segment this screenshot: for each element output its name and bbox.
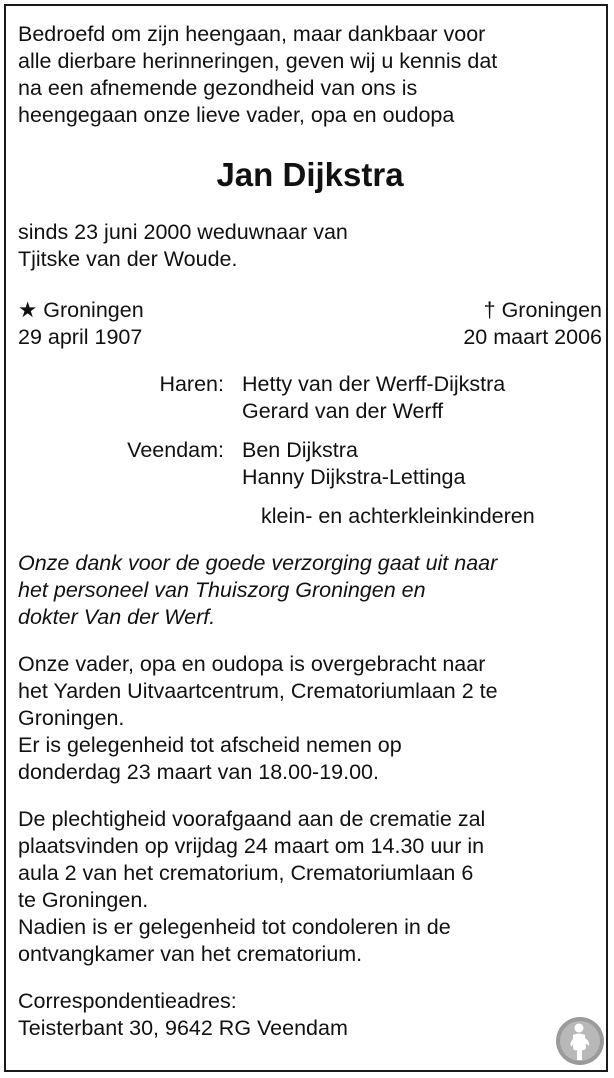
viewing-paragraph: Onze vader, opa en oudopa is overgebracht naar het Yarden Uitvaartcentrum, Crematoriumlaan 2 te Groningen. Er is gelegenheid tot afscheid nemen op donderdag 23 maart van 18.00-19.00. [18, 652, 498, 784]
thanks-paragraph: Onze dank voor de goede verzorging gaat uit naar het personeel van Thuiszorg Groningen en dokter Van der Werf. [18, 551, 498, 629]
death-place: † Groningen [483, 298, 602, 322]
memorial-figure-icon [555, 1016, 605, 1066]
family-place: Haren: [159, 372, 224, 396]
family-names: Ben Dijkstra Hanny Dijkstra-Lettinga [242, 438, 466, 489]
death-date: 20 maart 2006 [463, 325, 602, 349]
ceremony-paragraph: De plechtigheid voorafgaand aan de crematie zal plaatsvinden op vrijdag 24 maart om 14.30 uur in aula 2 van het crematorium, Crematoriumlaan 6 te Groningen. Nadien is er gelegenheid tot condoleren in de ontvangkamer van het crematorium. [18, 807, 486, 966]
family-place: Veendam: [127, 438, 224, 462]
birth-date: 29 april 1907 [18, 325, 143, 349]
obituary-notice [18, 21, 602, 1042]
birth-place: ★ Groningen [18, 298, 144, 322]
widow-paragraph: sinds 23 juni 2000 weduwnaar van Tjitske van der Woude. [18, 220, 348, 271]
life-dates [18, 297, 602, 351]
family-row [18, 437, 602, 491]
grandchildren-line: klein- en achterkleinkinderen [261, 504, 535, 528]
family-row [18, 371, 602, 425]
family-list [18, 371, 602, 491]
intro-paragraph: Bedroefd om zijn heengaan, maar dankbaar voor alle dierbare herinneringen, geven wij u kennis dat na een afnemende gezondheid van ons is heengegaan onze lieve vader, opa en oudopa [18, 22, 498, 127]
correspondence-address: Correspondentieadres: Teisterbant 30, 9642 RG Veendam [18, 989, 348, 1040]
death-info [463, 297, 602, 351]
birth-info [18, 297, 144, 351]
family-names: Hetty van der Werff-Dijkstra Gerard van der Werff [242, 372, 506, 423]
deceased-name: Jan Dijkstra [216, 156, 404, 193]
